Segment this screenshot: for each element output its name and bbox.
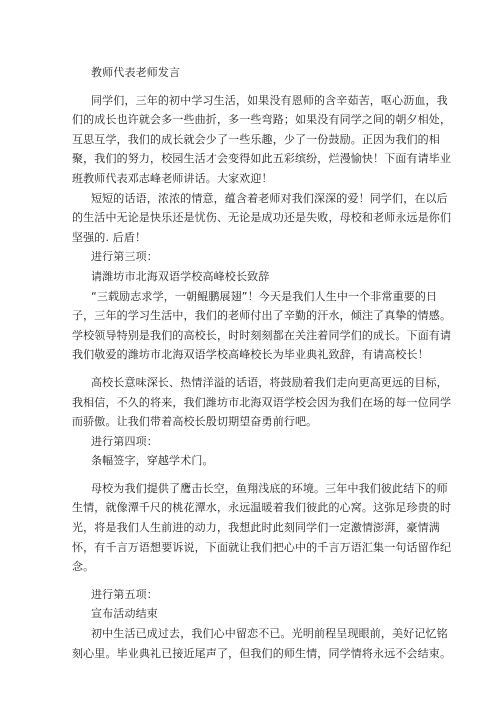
text-line: 坚强的. 后盾！ <box>72 230 147 244</box>
step-three-label: 进行第三项： <box>91 250 158 264</box>
text-line: 刻心里。毕业典礼已接近尾声了，但我们的师生情，同学情将永远不会结束。 <box>72 646 452 660</box>
step-four-title: 条幅签字，穿越学术门。 <box>91 454 214 468</box>
text-line: 们的成长也许就会多一些曲折，多一些弯路；如果没有同学之间的朝夕相处， <box>72 113 452 127</box>
paragraph-alma-mater <box>72 479 452 577</box>
paragraph-principal-intro <box>72 287 452 365</box>
paragraph-opening <box>72 91 452 189</box>
step-five-label: 进行第五项： <box>91 587 158 601</box>
text-line: 念。 <box>72 560 95 574</box>
text-line: “三载励志求学，一朝鲲鹏展翅”！今天是我们人生中一个非常重要的日 <box>91 289 438 303</box>
heading-teacher-speech: 教师代表老师发言 <box>91 66 181 79</box>
text-line: 同学们，三年的初中学习生活，如果没有恩师的含辛茹苦，呕心沥血，我 <box>91 93 448 107</box>
text-line: 怀，有千言万语想要诉说，下面就让我们把心中的千言万语汇集一句话留作纪 <box>72 540 452 554</box>
text-line: 的生活中无论是快乐还是忧伤、无论是成功还是失败，母校和老师永远是你们 <box>72 211 452 225</box>
text-line: 子，三年的学习生活中，我们的老师付出了辛勤的汗水，倾注了真挚的情感。 <box>72 309 452 323</box>
step-four-label: 进行第四项： <box>91 434 158 448</box>
paragraph-reflection <box>72 189 452 248</box>
text-line: 高校长意味深长、热情洋溢的话语，将鼓励着我们走向更高更远的目标， <box>91 375 448 389</box>
text-line: 短短的话语，浓浓的情意，蕴含着老师对我们深深的爱！同学们，在以后 <box>91 191 448 205</box>
text-line: 光，将是我们人生前进的动力，我想此时此刻同学们一定激情澎湃，豪情满 <box>72 521 440 535</box>
text-line: 学校领导特别是我们的高校长，时时刻刻都在关注着同学们的成长。下面有请 <box>72 328 452 342</box>
text-line: 班教师代表邓志峰老师讲话。大家欢迎！ <box>72 171 273 185</box>
text-line: 而骄傲。让我们带着高校长殷切期望奋勇前行吧。 <box>72 415 318 429</box>
paragraph-closing <box>72 624 452 663</box>
text-line: 我相信，不久的将来，我们潍坊市北海双语学校会因为我们在场的每一位同学 <box>72 395 452 409</box>
paragraph-principal-thanks <box>72 373 452 432</box>
text-line: 生情，就像潭千尺的桃花潭水，永远温暖着我们彼此的心窝。这弥足珍贵的时 <box>72 501 452 515</box>
step-five-title: 宣布活动结束 <box>91 607 158 621</box>
text-line: 初中生活已成过去，我们心中留恋不已。光明前程呈现眼前，美好记忆铭 <box>91 627 448 641</box>
text-line: 母校为我们提供了鹰击长空，鱼翔浅底的环境。三年中我们彼此结下的师 <box>91 481 448 495</box>
step-three-invitation: 请潍坊市北海双语学校高峰校长致辞 <box>91 269 270 283</box>
text-line: 我们敬爱的潍坊市北海双语学校高峰校长为毕业典礼致辞，有请高校长！ <box>72 348 429 362</box>
text-line: 聚，我们的努力，校园生活才会变得如此五彩缤纷，烂漫愉快！下面有请毕业 <box>72 152 452 166</box>
text-line: 互思互学，我们的成长就会少了一些乐趣，少了一份鼓励。正因为我们的相 <box>72 132 440 146</box>
